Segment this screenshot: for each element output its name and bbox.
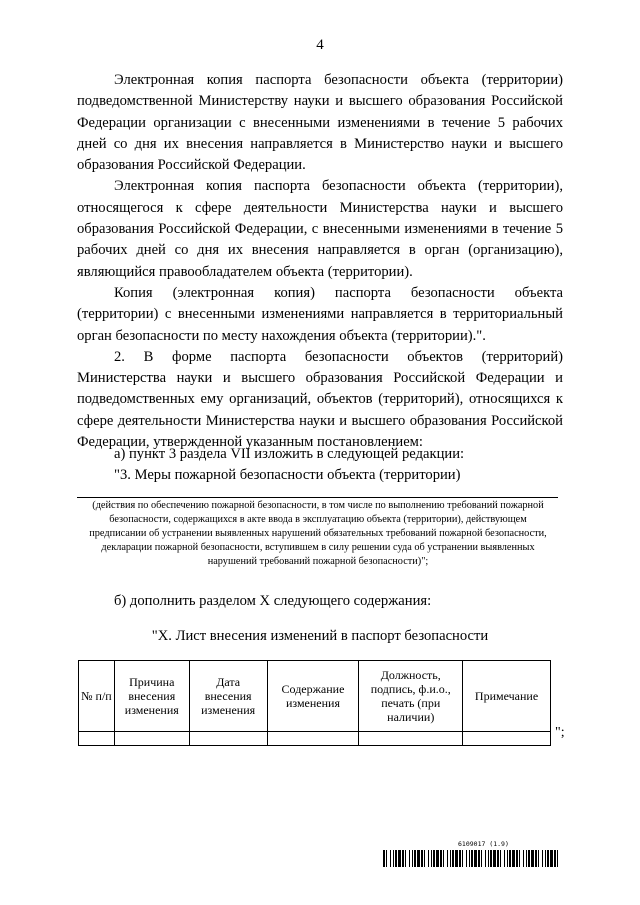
fill-line-note: (действия по обеспечению пожарной безопасности, в том числе по выполнению требований пожарной безопасности, содержащихся в акте ввода в эксплуатацию объекта (территории), действующем предписании об устранении выявленных нарушений обязательных требований пожарной безопасности, декларации пожарной безопасности, вступившем в силу решении суда об устранении выявленных нарушений требований пожарной безопасности)"; bbox=[89, 500, 547, 568]
table-closing-quote: "; bbox=[555, 725, 565, 740]
fill-line bbox=[77, 497, 558, 498]
paragraph-item-2: 2. В форме паспорта безопасности объектов (территорий) Министерства науки и высшего образования Российской Федерации и подведомственных ему организаций, объектов (территорий), относящихся к сфере деятельности Министерства науки и высшего образования Российской Федерации, утвержденной указанным постановлением: bbox=[77, 348, 563, 451]
table-cell bbox=[189, 732, 267, 746]
barcode-icon bbox=[383, 850, 563, 867]
header-signature: Должность, подпись, ф.и.о., печать (при наличии) bbox=[359, 661, 463, 732]
paragraph-electronic-copy-object: Электронная копия паспорта безопасности объекта (территории), относящегося к сфере деятельности Министерства науки и высшего образования Российской Федерации, с внесенными изменениями в течение 5 рабочих дней со дня их внесения направляется в орган (организацию), являющийся правообладателем объекта (территории). bbox=[77, 178, 563, 280]
change-log-table bbox=[78, 660, 551, 746]
table-cell bbox=[114, 732, 189, 746]
body-text bbox=[77, 70, 563, 453]
quote-line: "3. Меры пожарной безопасности объекта (территории) bbox=[114, 467, 461, 483]
table-cell bbox=[267, 732, 359, 746]
table-heading: "X. Лист внесения изменений в паспорт безопасности bbox=[151, 628, 489, 644]
table-header-row bbox=[79, 661, 551, 732]
header-reason: Причина внесения изменения bbox=[114, 661, 189, 732]
header-date: Дата внесения изменения bbox=[189, 661, 267, 732]
header-note: Примечание bbox=[463, 661, 551, 732]
item-b: б) дополнить разделом X следующего содержания: bbox=[114, 593, 432, 609]
item-a: а) пункт 3 раздела VII изложить в следующей редакции: bbox=[114, 446, 465, 462]
barcode-number: 6109017 (1.9) bbox=[458, 840, 509, 848]
paragraph-electronic-copy-org: Электронная копия паспорта безопасности объекта (территории) подведомственной Министерству науки и высшего образования Российской Федерации организации с внесенными изменениями в течение 5 рабочих дней со дня их внесения направляется в Министерство науки и высшего образования Российской Федерации. bbox=[77, 72, 563, 174]
table-cell bbox=[359, 732, 463, 746]
table-cell bbox=[463, 732, 551, 746]
paragraph-copy-territorial: Копия (электронная копия) паспорта безопасности объекта (территории) с внесенными изменениями направляется в территориальный орган безопасности по месту нахождения объекта (территории).". bbox=[77, 284, 563, 344]
table-cell bbox=[79, 732, 115, 746]
table-row bbox=[79, 732, 551, 746]
header-number: № п/п bbox=[79, 661, 115, 732]
header-content: Содержание изменения bbox=[267, 661, 359, 732]
page-number: 4 bbox=[316, 37, 324, 53]
